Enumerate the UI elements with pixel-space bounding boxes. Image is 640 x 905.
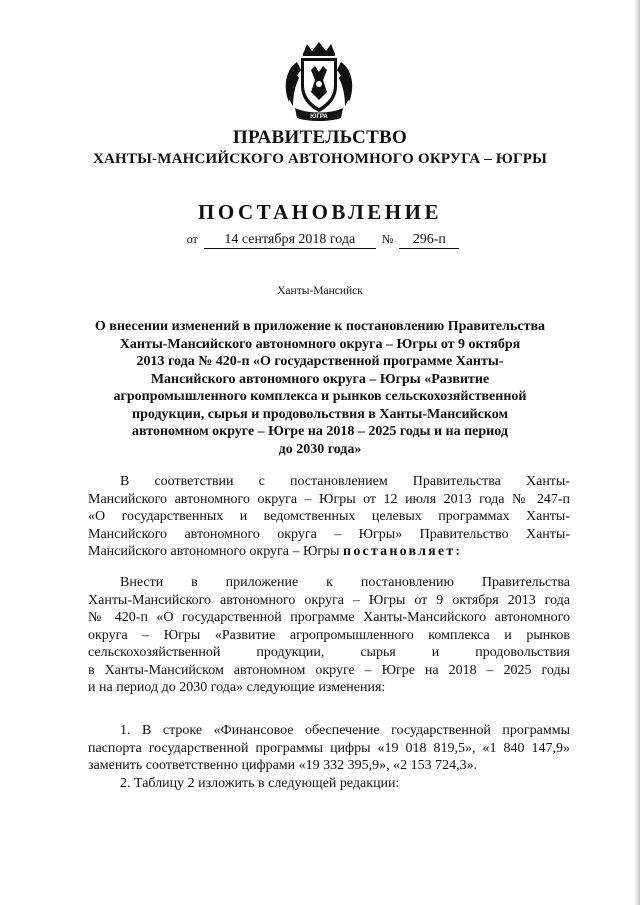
- body-line: № 420-п «О государственной программе Ханты-Мансийского автономного: [88, 610, 570, 625]
- subject-line: до 2030 года»: [278, 441, 362, 457]
- body-line: Ханты-Мансийского автономного округа – Югры от 9 октября 2013 года: [88, 592, 570, 608]
- government-title: ПРАВИТЕЛЬСТВО: [232, 127, 408, 148]
- body-line: Внести в приложение к постановлению Правительства: [120, 575, 570, 590]
- subject-line: Ханты-Мансийского автономного округа – Югры от 9 октября: [119, 336, 521, 352]
- body-line: Мансийского автономного округа – Югры» Правительство Ханты-: [88, 526, 570, 542]
- body-line: сельскохозяйственной продукции, сырья и продовольствия: [88, 645, 570, 660]
- body-line: 1. В строке «Финансовое обеспечение государственной программы: [120, 723, 570, 738]
- body-line: В соответствии с постановлением Правительства Ханты-: [120, 474, 570, 489]
- subject-line: Мансийского автономного округа – Югры «Развитие: [150, 371, 490, 387]
- date-number-line: [0, 232, 640, 249]
- subject-line: 2013 года № 420-п «О государственной программе Ханты-: [136, 354, 504, 369]
- emblem-caption: ЮГРА: [310, 114, 328, 120]
- amendment-intro-paragraph: [88, 574, 570, 697]
- document-subject: [70, 318, 570, 458]
- body-line: «О государственных и ведомственных целевых программах Ханты-: [88, 509, 570, 524]
- document-type: ПОСТАНОВЛЕНИЕ: [198, 200, 442, 224]
- coat-of-arms-icon: [281, 40, 357, 122]
- body-line: заменить соответственно цифрами «19 332 395,9», «2 153 724,3».: [88, 758, 478, 773]
- document-number: 296-п: [399, 232, 459, 249]
- subject-line: О внесении изменений в приложение к постановлению Правительства: [94, 319, 546, 334]
- body-line: 2. Таблицу 2 изложить в следующей редакции:: [120, 776, 400, 791]
- number-prefix: №: [381, 232, 394, 246]
- body-line: Мансийского автономного округа – Югры от 12 июля 2013 года № 247-п: [88, 491, 570, 507]
- scan-edge-shadow: [634, 0, 640, 905]
- date-prefix: от: [186, 232, 198, 246]
- preamble-paragraph: [88, 473, 570, 561]
- body-line: паспорта государственной программы цифры «19 018 819,5», «1 840 147,9»: [88, 740, 570, 756]
- city-name: Ханты-Мансийск: [277, 285, 363, 297]
- decree-word: постановляет:: [343, 544, 463, 559]
- amendment-item-1: [88, 722, 570, 775]
- subject-line: агропромышленного комплекса и рынков сельскохозяйственной: [113, 389, 527, 404]
- body-line: и на период до 2030 года» следующие изменения:: [88, 680, 386, 695]
- body-line-final: [88, 543, 570, 561]
- document-date: 14 сентября 2018 года: [204, 232, 376, 249]
- amendment-item-2: [88, 775, 570, 793]
- region-title: ХАНТЫ-МАНСИЙСКОГО АВТОНОМНОГО ОКРУГА – ЮГРЫ: [92, 151, 547, 167]
- body-line: округа – Югры «Развитие агропромышленного комплекса и рынков: [88, 627, 570, 643]
- body-line: в Ханты-Мансийском автономном округе – Югре на 2018 – 2025 годы: [88, 662, 570, 678]
- subject-line: автономном округе – Югре на 2018 – 2025 годы и на период: [132, 424, 508, 439]
- subject-line: продукции, сырья и продовольствия в Ханты-Мансийском: [132, 406, 508, 422]
- body-line: Мансийского автономного округа – Югры: [88, 544, 340, 559]
